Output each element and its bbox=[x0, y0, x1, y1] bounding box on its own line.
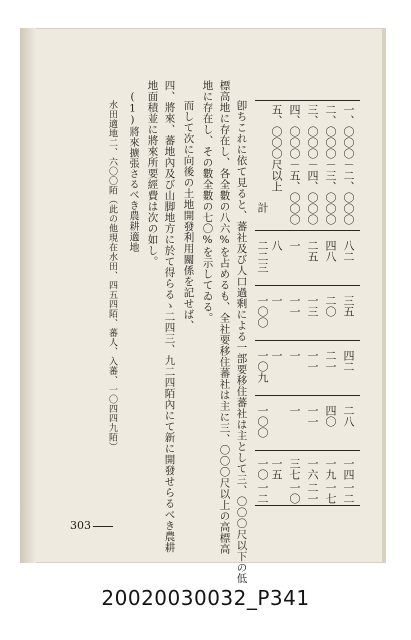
table-cell: 一 bbox=[270, 295, 283, 306]
body-text-line: 地面積並に將來所要經費は次の如し。 bbox=[146, 80, 159, 267]
table-cell: 八二 bbox=[342, 240, 355, 262]
table-cell: 三七 bbox=[288, 458, 301, 480]
list-item-text: 水田適地二、六〇〇陌（此の他現在水田、四五四陌、蕃人、入蕃、一〇四四九陌） bbox=[107, 100, 117, 452]
page-number-dash bbox=[93, 526, 113, 527]
table-cell: 一 bbox=[288, 350, 301, 361]
row-label: 五、〇〇〇尺以上 bbox=[270, 104, 283, 192]
table-cell: 一〇 bbox=[288, 482, 301, 504]
body-text-line: 而して次に向後の土地開發利用關係を記せば、 bbox=[182, 100, 195, 331]
table-cell: 一二 bbox=[342, 482, 355, 504]
scan-caption: 20020030032_P341 bbox=[101, 586, 310, 610]
table-cell: 一 bbox=[288, 240, 301, 251]
table-cell: 四八 bbox=[324, 240, 337, 262]
table-cell: 一 bbox=[270, 350, 283, 361]
table-cell: 三五 bbox=[342, 295, 355, 317]
row-label: 一、〇〇〇－二、〇〇〇 bbox=[342, 104, 355, 225]
row-label: 二、〇〇〇－三、〇〇〇 bbox=[324, 104, 337, 225]
table-cell: 一五 bbox=[270, 458, 283, 480]
body-text-line: 地に存在し、その數全數の七〇%を示してゐる。 bbox=[201, 80, 214, 324]
table-cell: 一〇〇 bbox=[256, 295, 269, 328]
table-rule-bottom bbox=[255, 505, 360, 506]
table-cell: 一四 bbox=[342, 458, 355, 480]
row-label: 三、〇〇〇－四、〇〇〇 bbox=[306, 104, 319, 225]
table-cell: 一九 bbox=[324, 458, 337, 480]
table-cell: 一六 bbox=[306, 458, 319, 480]
body-text-line: 卽ちこれに依て見ると、蕃社及び人口過剩による一部要移住蕃社は主として三、〇〇〇尺以下の低 bbox=[235, 100, 248, 584]
table-cell: 四二 bbox=[342, 350, 355, 372]
body-text-line: 四、將來、蕃地內及び山脚地方に於て得らるゝ二四三、九二四陌內にて新に開發せらるべき農耕 bbox=[163, 80, 176, 553]
table-cell: 一七 bbox=[324, 482, 337, 504]
body-text-line: 標高地に存在し、各全數の八六%を占めるも、全社要移住蕃社は主に三、〇〇〇尺以上の高標高 bbox=[218, 80, 231, 555]
table-rule bbox=[255, 340, 360, 341]
table-cell: 四〇 bbox=[324, 405, 337, 427]
table-cell: 二八 bbox=[342, 405, 355, 427]
table-cell: 二一 bbox=[306, 482, 319, 504]
page-number-value: 303 bbox=[70, 519, 91, 532]
table-cell: 一 bbox=[288, 405, 301, 416]
table-rule-mid bbox=[255, 230, 360, 231]
table-cell: 一〇 bbox=[256, 458, 269, 480]
table-rule bbox=[255, 450, 360, 451]
table-cell: 一二 bbox=[256, 482, 269, 504]
row-label-total: 計 bbox=[256, 202, 269, 213]
table-cell: 一一 bbox=[306, 350, 319, 372]
page-edge bbox=[382, 28, 386, 563]
table-cell: 一〇九 bbox=[256, 350, 269, 383]
table-cell: 二五 bbox=[306, 240, 319, 262]
table-cell: 二〇 bbox=[324, 295, 337, 317]
table-rule bbox=[255, 395, 360, 396]
table-cell: 一〇〇 bbox=[256, 405, 269, 438]
table-rule bbox=[255, 285, 360, 286]
table-cell: 二一 bbox=[324, 350, 337, 372]
table-cell: 一三 bbox=[306, 295, 319, 317]
page-gutter bbox=[20, 28, 36, 563]
list-item-heading: (1)將來擴張さるべき農耕適地 bbox=[127, 92, 138, 253]
table-cell: 一一 bbox=[306, 405, 319, 427]
table-cell: 一一 bbox=[288, 295, 301, 317]
row-label: 四、〇〇〇－五、〇〇〇 bbox=[288, 104, 301, 225]
table-rule-top bbox=[255, 100, 360, 101]
table-cell: 二二三 bbox=[256, 240, 269, 273]
page-number bbox=[70, 519, 113, 532]
table-cell: 八 bbox=[270, 240, 283, 251]
